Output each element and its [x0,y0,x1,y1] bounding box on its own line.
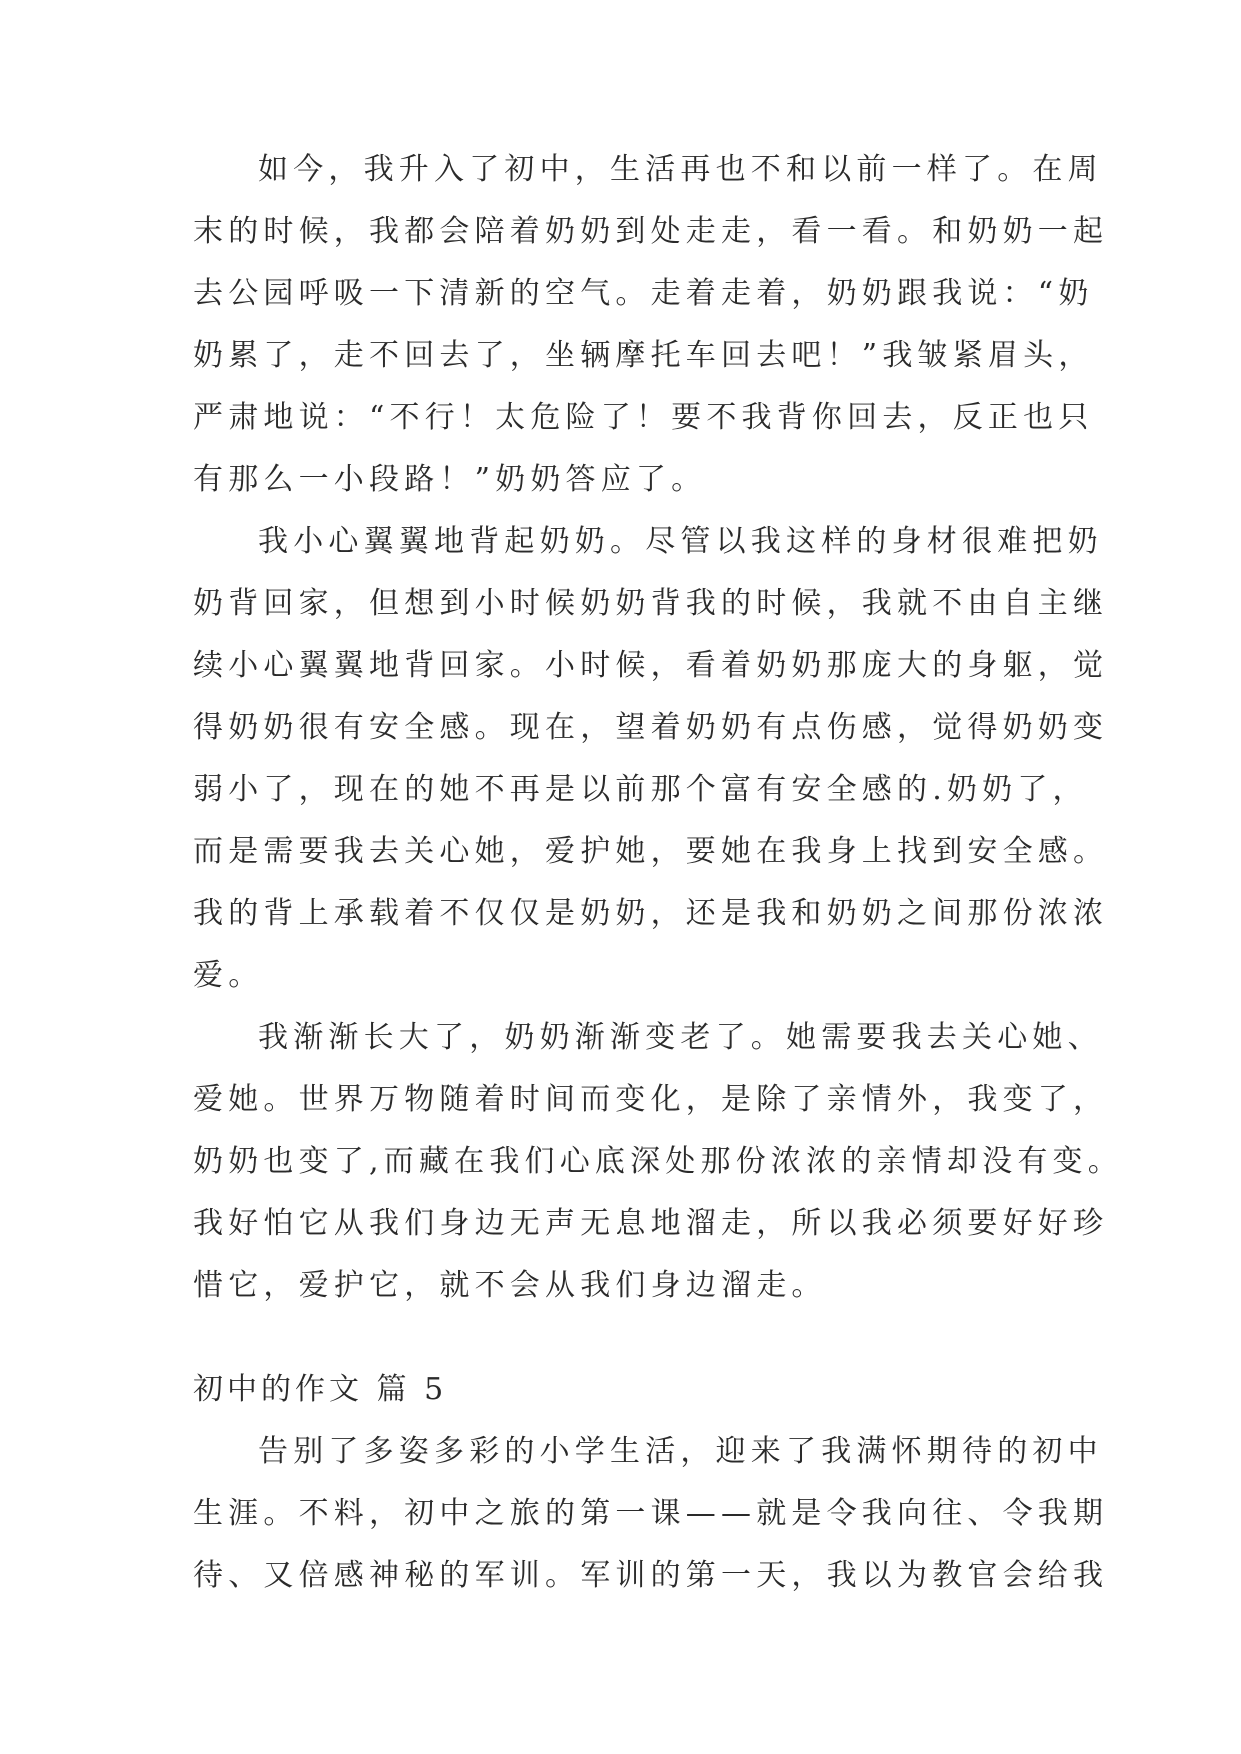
paragraph-line: 告别了多姿多彩的小学生活，迎来了我满怀期待的初中 [258,1434,1103,1469]
paragraph-line: 奶奶也变了,而藏在我们心底深处那份浓浓的亲情却没有变。 [193,1144,1123,1179]
paragraph-line: 我渐渐长大了，奶奶渐渐变老了。她需要我去关心她、 [258,1020,1103,1055]
paragraph-line: 末的时候，我都会陪着奶奶到处走走，看一看。和奶奶一起 [193,214,1109,249]
paragraph-line: 去公园呼吸一下清新的空气。走着走着，奶奶跟我说：“奶 [193,276,1094,311]
section-heading: 初中的作文 篇 5 [193,1372,448,1407]
paragraph-line: 续小心翼翼地背回家。小时候，看着奶奶那庞大的身躯，觉 [193,648,1109,683]
paragraph-line: 爱她。世界万物随着时间而变化，是除了亲情外，我变了， [193,1082,1109,1117]
paragraph-line: 如今，我升入了初中，生活再也不和以前一样了。在周 [258,152,1103,187]
paragraph-line: 而是需要我去关心她，爱护她，要她在我身上找到安全感。 [193,834,1109,869]
paragraph-line: 奶背回家，但想到小时候奶奶背我的时候，我就不由自主继 [193,586,1109,621]
paragraph-line: 生涯。不料，初中之旅的第一课——就是令我向往、令我期 [193,1496,1109,1531]
paragraph-line: 惜它，爱护它，就不会从我们身边溜走。 [193,1268,827,1303]
paragraph-line: 有那么一小段路！”奶奶答应了。 [193,462,707,497]
paragraph-line: 弱小了，现在的她不再是以前那个富有安全感的.奶奶了， [193,772,1088,807]
paragraph-line: 严肃地说：“不行！太危险了！要不我背你回去，反正也只 [193,400,1094,435]
paragraph-line: 我的背上承载着不仅仅是奶奶，还是我和奶奶之间那份浓浓 [193,896,1109,931]
paragraph-line: 爱。 [193,958,264,993]
paragraph-line: 我小心翼翼地背起奶奶。尽管以我这样的身材很难把奶 [258,524,1103,559]
paragraph-line: 得奶奶很有安全感。现在，望着奶奶有点伤感，觉得奶奶变 [193,710,1109,745]
paragraph-line: 待、又倍感神秘的军训。军训的第一天，我以为教官会给我 [193,1558,1109,1593]
paragraph-line: 我好怕它从我们身边无声无息地溜走，所以我必须要好好珍 [193,1206,1109,1241]
paragraph-line: 奶累了，走不回去了，坐辆摩托车回去吧！”我皱紧眉头， [193,338,1094,373]
